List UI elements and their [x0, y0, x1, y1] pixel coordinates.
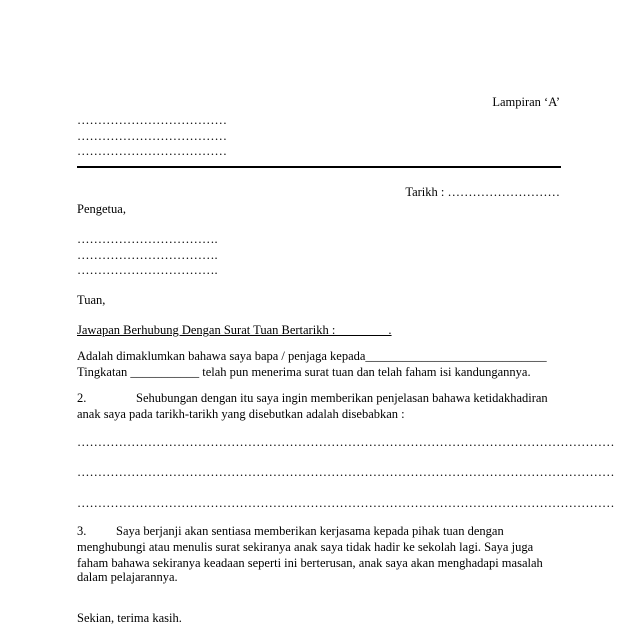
reason-blank-line-1: ………………………………………………………………………………………………………………… [77, 435, 615, 449]
para3-line2: menghubungi atau menulis surat sekiranya anak saya tidak hadir ke sekolah lagi. Saya juga [77, 540, 534, 554]
recipient-line-3: ……………………………. [77, 263, 218, 277]
para3-number: 3. [77, 524, 87, 538]
para3-line1: Saya berjanji akan sentiasa memberikan kerjasama kepada pihak tuan dengan [116, 524, 504, 538]
annex-label: Lampiran ‘A’ [492, 95, 560, 109]
para3-line4: dalam pelajarannya. [77, 570, 178, 584]
para1-line2: Tingkatan ___________ telah pun menerima surat tuan dan telah faham isi kandungannya. [77, 365, 531, 379]
para2-number: 2. [77, 391, 87, 405]
closing: Sekian, terima kasih. [77, 611, 182, 625]
sender-line-1: ……………………………… [77, 113, 227, 127]
reason-blank-line-2: ………………………………………………………………………………………………………………… [77, 465, 615, 479]
para2-line1: Sehubungan dengan itu saya ingin memberikan penjelasan bahawa ketidakhadiran [136, 391, 548, 405]
reason-blank-line-3: ………………………………………………………………………………………………………………… [77, 496, 615, 510]
salutation: Tuan, [77, 293, 106, 307]
sender-line-2: ……………………………… [77, 129, 227, 143]
para1-line1: Adalah dimaklumkan bahawa saya bapa / penjaga kepada_____________________________ [77, 349, 547, 363]
para3-line3: faham bahawa sekiranya keadaan seperti ini berterusan, anak saya akan menghadapi masalah [77, 556, 543, 570]
subject-line: Jawapan Berhubung Dengan Surat Tuan Bertarikh : . [77, 323, 392, 337]
recipient-title: Pengetua, [77, 202, 126, 216]
para2-line2: anak saya pada tarikh-tarikh yang disebutkan adalah disebabkan : [77, 407, 405, 421]
date-field: Tarikh : ……………………… [405, 185, 560, 199]
recipient-line-1: ……………………………. [77, 232, 218, 246]
recipient-line-2: ……………………………. [77, 248, 218, 262]
header-divider [77, 166, 561, 168]
sender-line-3: ……………………………… [77, 144, 227, 158]
